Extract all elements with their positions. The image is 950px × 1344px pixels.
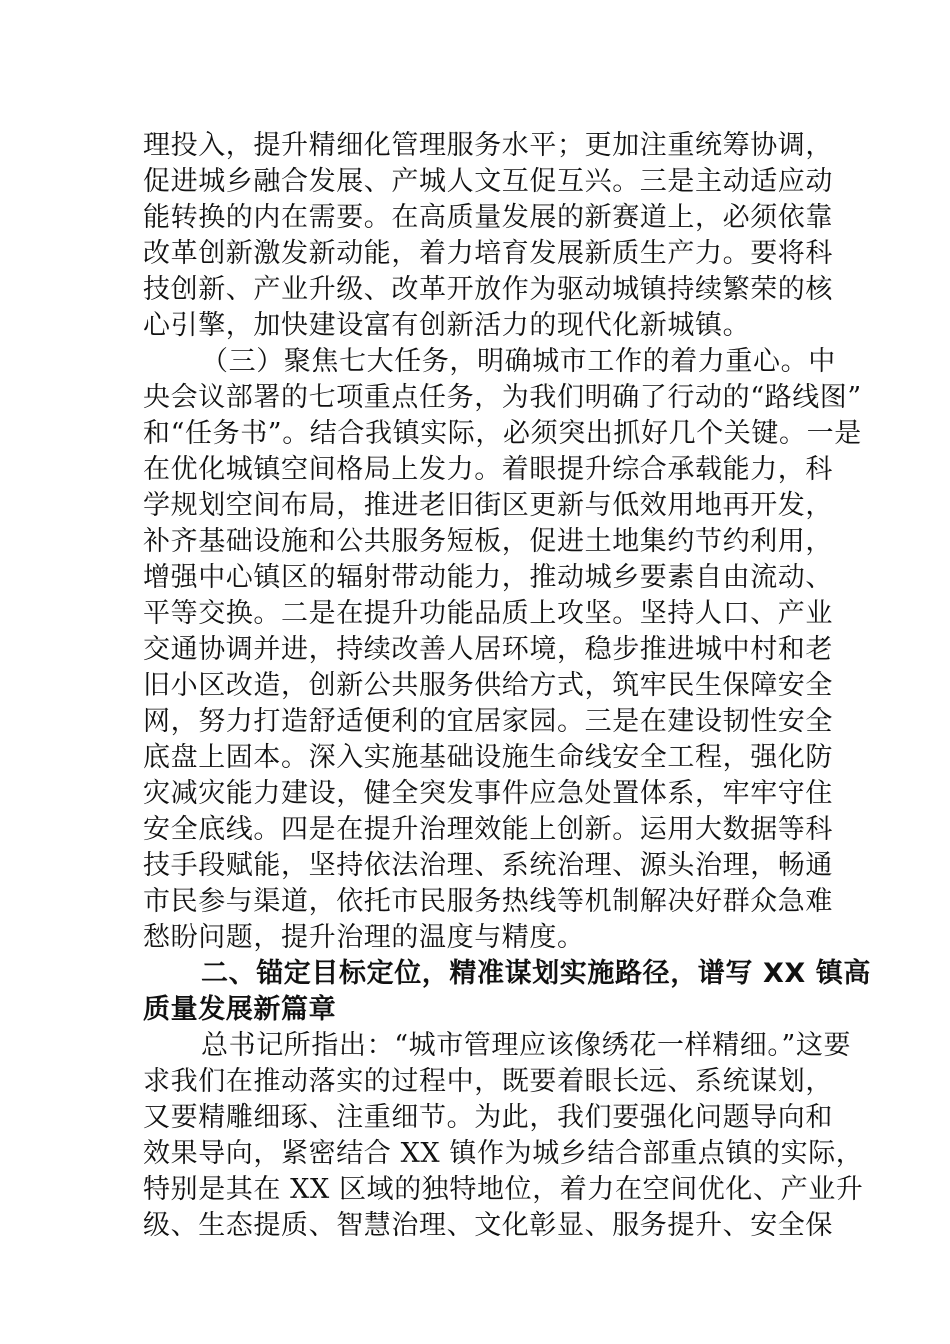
paragraph-line: 又要精雕细琢、注重细节。为此，我们要强化问题导向和	[143, 1102, 833, 1133]
paragraph-line: 安全底线。四是在提升治理效能上创新。运用大数据等科	[143, 814, 833, 845]
paragraph-line: 技手段赋能，坚持依法治理、系统治理、源头治理，畅通	[143, 850, 833, 881]
paragraph-line: 求我们在推动落实的过程中，既要着眼长远、系统谋划，	[143, 1066, 833, 1097]
paragraph-line: 学规划空间布局，推进老旧街区更新与低效用地再开发，	[143, 490, 833, 521]
subsection-heading-line: （三）聚焦七大任务，明确城市工作的着力重心。中	[201, 346, 836, 377]
paragraph-line: 改革创新激发新动能，着力培育发展新质生产力。要将科	[143, 238, 833, 269]
paragraph-line: 和“任务书”。结合我镇实际，必须突出抓好几个关键。一是	[143, 418, 862, 449]
paragraph-line: 在优化城镇空间格局上发力。着眼提升综合承载能力，科	[143, 454, 833, 485]
paragraph-line: 心引擎，加快建设富有创新活力的现代化新城镇。	[143, 310, 751, 341]
document-body	[143, 128, 872, 1244]
paragraph-line: 旧小区改造，创新公共服务供给方式，筑牢民生保障安全	[143, 670, 833, 701]
paragraph-line: 增强中心镇区的辐射带动能力，推动城乡要素自由流动、	[143, 562, 833, 593]
paragraph-line: 促进城乡融合发展、产城人文互促互兴。三是主动适应动	[143, 166, 833, 197]
paragraph-line: 理投入，提升精细化管理服务水平；更加注重统筹协调，	[143, 130, 833, 161]
paragraph-line: 补齐基础设施和公共服务短板，促进土地集约节约利用，	[143, 526, 833, 557]
paragraph-line: 交通协调并进，持续改善人居环境，稳步推进城中村和老	[143, 634, 833, 665]
section-heading-line: 二、锚定目标定位，精准谋划实施路径，谱写 XX 镇高	[201, 958, 872, 989]
paragraph-line: 能转换的内在需要。在高质量发展的新赛道上，必须依靠	[143, 202, 833, 233]
paragraph-line: 技创新、产业升级、改革开放作为驱动城镇持续繁荣的核	[143, 274, 833, 305]
paragraph-line: 底盘上固本。深入实施基础设施生命线安全工程，强化防	[143, 742, 833, 773]
section-heading-line: 质量发展新篇章	[143, 994, 337, 1025]
paragraph-line: 效果导向，紧密结合 XX 镇作为城乡结合部重点镇的实际，	[143, 1138, 864, 1169]
paragraph-line: 总书记所指出：“城市管理应该像绣花一样精细。”这要	[201, 1030, 852, 1061]
paragraph-line: 网，努力打造舒适便利的宜居家园。三是在建设韧性安全	[143, 706, 833, 737]
paragraph-line: 平等交换。二是在提升功能品质上攻坚。坚持人口、产业	[143, 598, 833, 629]
paragraph-line: 级、生态提质、智慧治理、文化彰显、服务提升、安全保	[143, 1210, 833, 1241]
paragraph-line: 灾减灾能力建设，健全突发事件应急处置体系，牢牢守住	[143, 778, 833, 809]
paragraph-line: 愁盼问题，提升治理的温度与精度。	[143, 922, 585, 953]
paragraph-line: 市民参与渠道，依托市民服务热线等机制解决好群众急难	[143, 886, 833, 917]
paragraph-line: 特别是其在 XX 区域的独特地位，着力在空间优化、产业升	[143, 1174, 864, 1205]
paragraph-line: 央会议部署的七项重点任务，为我们明确了行动的“路线图”	[143, 382, 862, 413]
